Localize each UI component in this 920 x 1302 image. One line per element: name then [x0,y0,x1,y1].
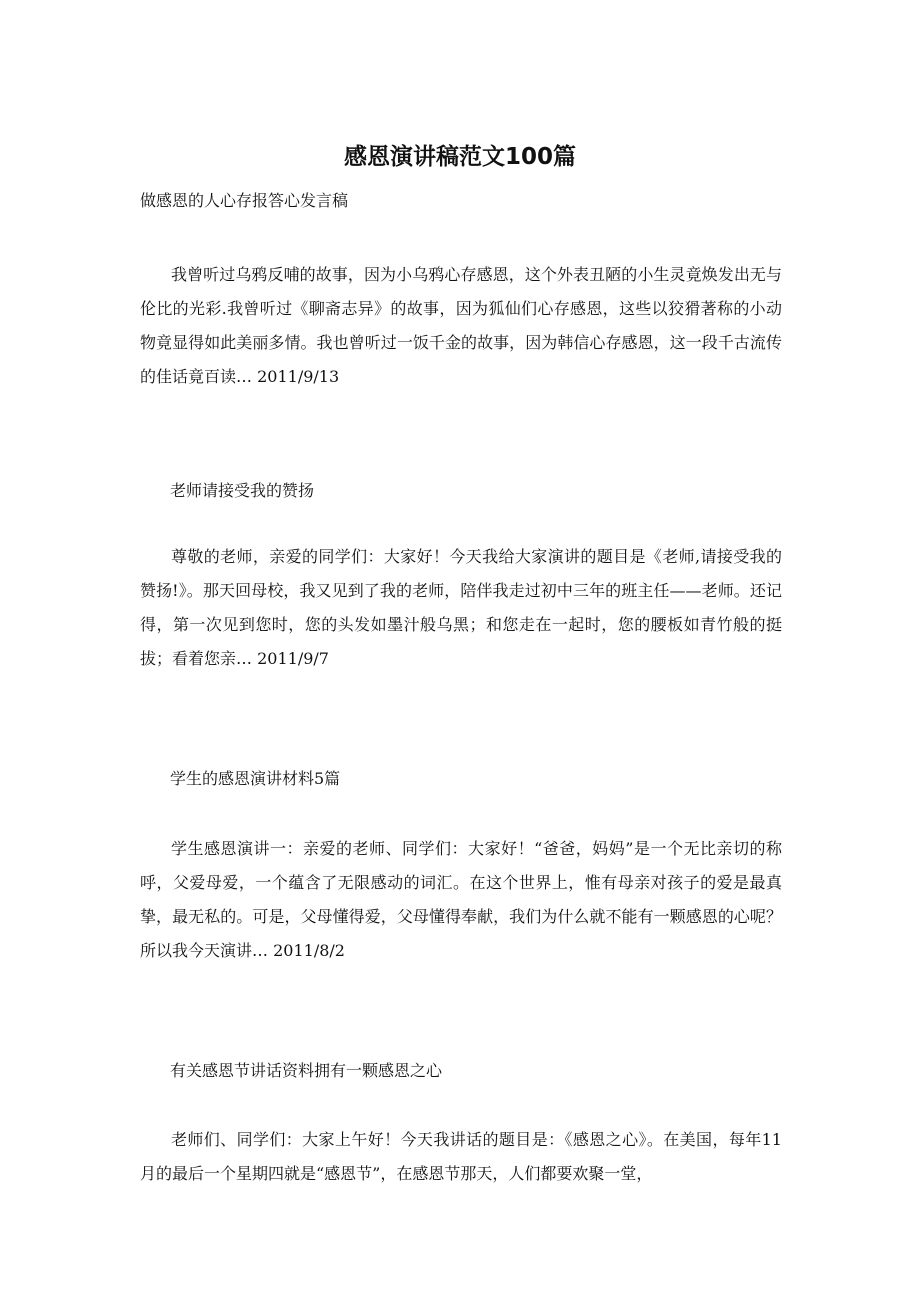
section-2-date: 2011/9/7 [257,649,329,668]
section-2-text: 尊敬的老师，亲爱的同学们：大家好！今天我给大家演讲的题目是《老师,请接受我的赞扬!》。那天回母校，我又见到了我的老师，陪伴我走过初中三年的班主任——老师。还记得，第一次见到您时，您的头发如墨汁般乌黑；和您走在一起时，您的腰板如青竹般的挺拔；看着您亲… [140,547,782,668]
section-4-heading: 有关感恩节讲话资料拥有一颗感恩之心 [170,1061,443,1080]
section-4-body [140,1123,782,1191]
section-3-heading: 学生的感恩演讲材料5篇 [170,769,341,788]
section-2-heading: 老师请接受我的赞扬 [170,481,315,500]
section-4-text: 老师们、同学们：大家上午好！今天我讲话的题目是：《感恩之心》。在美国，每年11月的最后一个星期四就是“感恩节”，在感恩节那天，人们都要欢聚一堂， [140,1130,782,1183]
document-title: 感恩演讲稿范文100篇 [343,144,576,170]
section-1-body [140,258,782,394]
section-3-date: 2011/8/2 [273,941,345,960]
section-3-text: 学生感恩演讲一：亲爱的老师、同学们：大家好！“爸爸，妈妈”是一个无比亲切的称呼，父爱母爱，一个蕴含了无限感动的词汇。在这个世界上，惟有母亲对孩子的爱是最真挚，最无私的。可是，父母懂得爱，父母懂得奉献，我们为什么就不能有一颗感恩的心呢？所以我今天演讲… [140,839,782,960]
section-1-date: 2011/9/13 [257,367,340,386]
section-1-text: 我曾听过乌鸦反哺的故事，因为小乌鸦心存感恩，这个外表丑陋的小生灵竟焕发出无与伦比的光彩.我曾听过《聊斋志异》的故事，因为狐仙们心存感恩，这些以狡猾著称的小动物竟显得如此美丽多情。我也曾听过一饭千金的故事，因为韩信心存感恩，这一段千古流传的佳话竟百读… [140,265,782,386]
section-2-body [140,540,782,676]
section-3-body [140,832,782,968]
document-subtitle: 做感恩的人心存报答心发言稿 [140,191,349,210]
